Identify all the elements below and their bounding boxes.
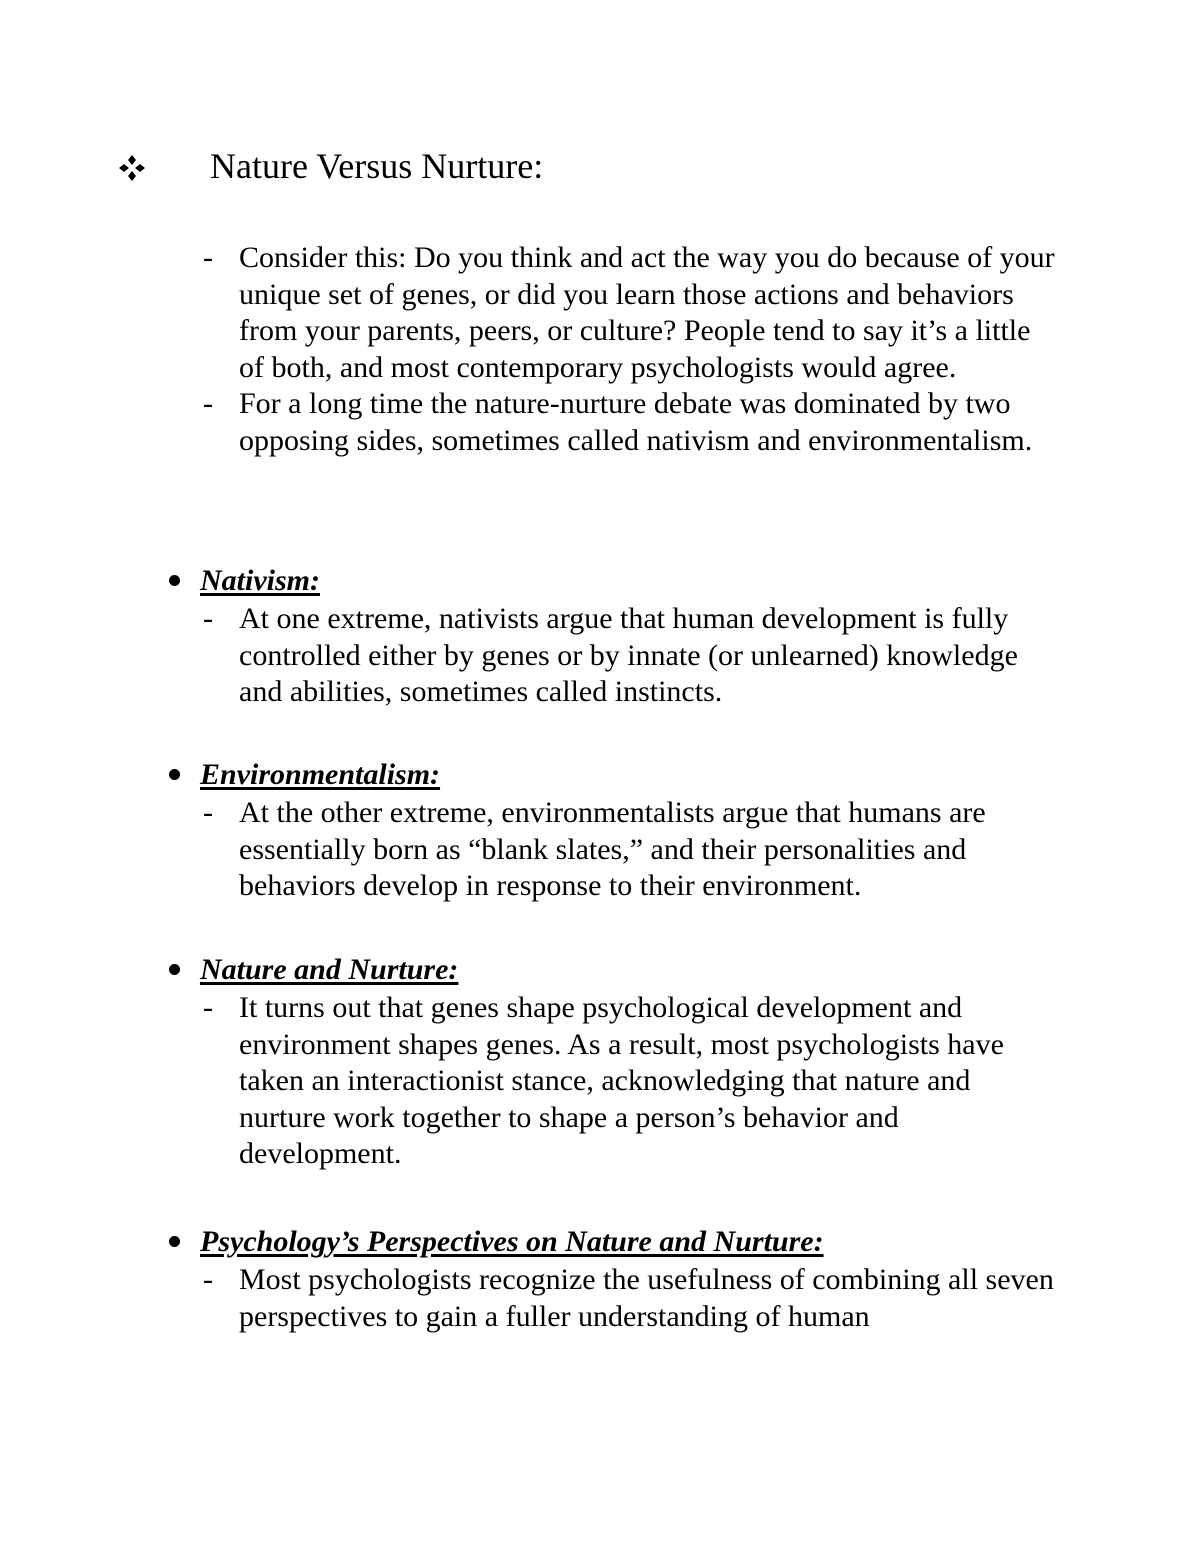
dash-marker: - xyxy=(203,602,213,635)
bullet-dot-icon xyxy=(169,769,180,780)
section-heading-row xyxy=(200,1224,1059,1262)
section-heading: Environmentalism: xyxy=(200,758,441,791)
section-heading: Nature and Nurture: xyxy=(200,953,459,986)
dash-marker: - xyxy=(203,991,213,1024)
bullet-dot-icon xyxy=(169,1236,180,1247)
section-environmentalism xyxy=(200,757,1059,905)
dash-marker: - xyxy=(203,796,213,829)
dash-marker: - xyxy=(203,1263,213,1296)
section-point xyxy=(200,795,1059,905)
intro-point xyxy=(200,240,1059,386)
section-heading: Psychology’s Perspectives on Nature and Nurture: xyxy=(200,1225,824,1258)
bullet-dot-icon xyxy=(169,964,180,975)
four-diamond-icon xyxy=(118,154,146,182)
dash-marker: - xyxy=(203,241,213,274)
section-nature-and-nurture xyxy=(200,952,1059,1173)
section-point-text: At one extreme, nativists argue that human development is fully controlled either by genes or by innate (or unlearned) knowledge and abilities, sometimes called instincts. xyxy=(239,602,1018,708)
section-point xyxy=(200,1262,1059,1335)
section-point-text: At the other extreme, environmentalists argue that humans are essentially born as “blank slates,” and their personalities and behaviors develop in response to their environment. xyxy=(239,796,986,902)
section-point xyxy=(200,990,1059,1173)
bullet-dot-icon xyxy=(169,575,180,586)
section-heading-row xyxy=(200,757,1059,795)
section-heading-row xyxy=(200,563,1059,601)
intro-point-text: Consider this: Do you think and act the way you do because of your unique set of genes, or did you learn those actions and behaviors from your parents, peers, or culture? People tend to say it’s a little of both, and most contemporary psychologists would agree. xyxy=(239,241,1055,384)
section-perspectives xyxy=(200,1224,1059,1335)
intro-point-text: For a long time the nature-nurture debate was dominated by two opposing sides, sometimes called nativism and environmentalism. xyxy=(239,387,1033,457)
section-point xyxy=(200,601,1059,711)
section-point-text: It turns out that genes shape psychological development and environment shapes genes. As a result, most psychologists have taken an interactionist stance, acknowledging that nature and nurture work together to shape a person’s behavior and development. xyxy=(239,991,1004,1170)
section-heading: Nativism: xyxy=(200,564,320,597)
section-point-text: Most psychologists recognize the usefulness of combining all seven perspectives to gain a fuller understanding of human xyxy=(239,1263,1054,1333)
section-heading-row xyxy=(200,952,1059,990)
section-nativism xyxy=(200,563,1059,711)
intro-list xyxy=(200,240,1059,459)
intro-point xyxy=(200,386,1059,459)
page-title: Nature Versus Nurture: xyxy=(210,146,544,186)
dash-marker: - xyxy=(203,387,213,420)
